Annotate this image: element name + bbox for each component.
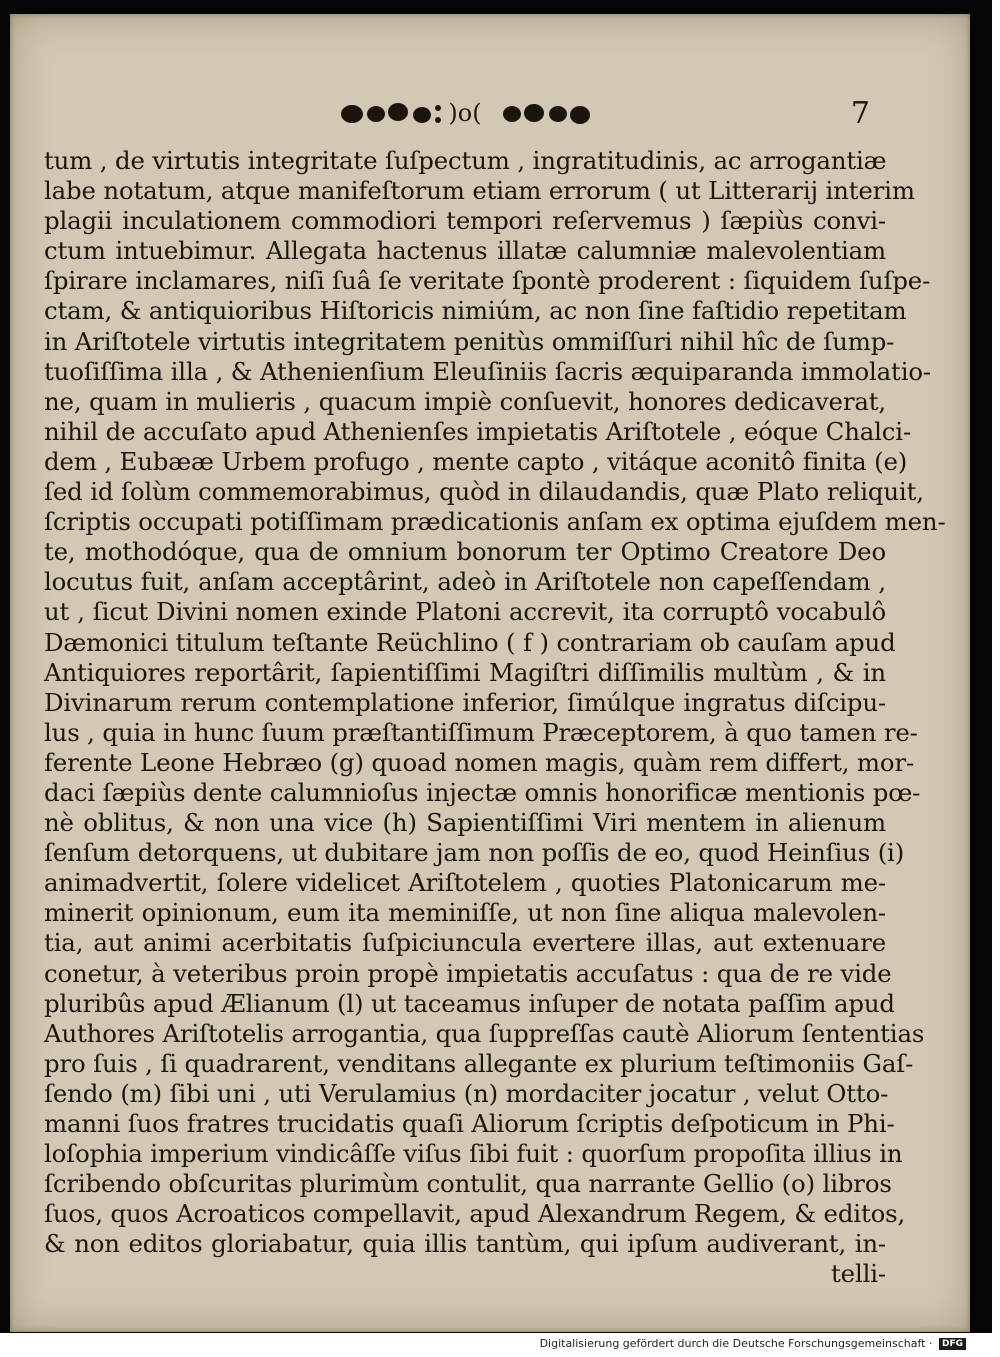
text-line: Dæmonici titulum teſtante Reüchlino ( f ) contrariam ob cauſam apud — [44, 627, 896, 657]
page-number: 7 — [850, 96, 870, 131]
text-line: tuoſiſſima illa , & Athenienſium Eleuſiniis ſacris æquiparanda immolatio- — [44, 356, 931, 386]
text-line: Antiquiores reportârit, ſapientiſſimi Magiſtri diſſimilis multùm , & in — [44, 657, 886, 687]
body-text — [44, 146, 946, 1290]
text-line: ne, quam in mulieris , quacum impiè conſuevit, honores dedicaverat, — [44, 386, 886, 416]
text-line: ſed id ſolùm commemorabimus, quòd in dilaudandis, quæ Plato reliquit, — [44, 477, 924, 507]
text-line: te, mothodóque, qua de omnium bonorum ter Optimo Creatore Deo — [44, 537, 886, 567]
text-line: ſcriptis occupati potiſſimam prædicationis anſam ex optima ejuſdem men- — [44, 507, 946, 537]
book-page — [10, 14, 970, 1332]
text-line: ctam, & antiquioribus Hiſtoricis nimiúm, ac non ſine faſtidio repetitam — [44, 296, 907, 326]
credit-text: Digitalisierung gefördert durch die Deutsche Forschungsgemeinschaft · — [539, 1337, 933, 1350]
text-line: plagii inculationem commodiori tempori reſervemus ) ſæpiùs convi- — [44, 206, 886, 236]
text-line: manni ſuos fratres trucidatis quaſi Aliorum ſcriptis deſpoticum in Phi- — [44, 1109, 895, 1138]
text-line: minerit opinionum, eum ita meminiſſe, ut non ſine aliqua malevolen- — [44, 898, 886, 928]
text-line: ut , ſicut Divini nomen exinde Platoni accrevit, ita corruptô vocabulô — [44, 597, 886, 627]
text-line: Divinarum rerum contemplatione inferior, ſimúlque ingratus diſcipu- — [44, 687, 886, 717]
text-line: animadvertit, ſolere videlicet Ariſtotelem , quoties Platonicarum me- — [44, 868, 886, 898]
running-head: )o( — [448, 99, 482, 127]
text-line: dem , Eubææ Urbem profugo , mente capto , vitáque aconitô finita (e) — [44, 446, 908, 476]
text-line: nihil de accuſato apud Athenienſes impietatis Ariſtotele , eóque Chalci- — [44, 416, 912, 446]
digitization-credit — [540, 1337, 966, 1350]
page-header — [330, 94, 870, 138]
text-line: pluribûs apud Ælianum (l) ut taceamus inſuper de notata paſſim apud — [44, 988, 895, 1018]
text-line: telli- — [831, 1259, 886, 1289]
text-line: locutus fuit, anſam acceptârint, adeò in Ariſtotele non capeſſendam , — [44, 567, 886, 597]
text-line: pro ſuis , ſi quadrarent, venditans allegante ex plurium teſtimoniis Gaſ- — [44, 1048, 914, 1078]
text-line: tia, aut animi acerbitatis ſuſpiciuncula evertere illas, aut extenuare — [44, 928, 886, 958]
text-line: ſenſum detorquens, ut dubitare jam non poſſis de eo, quod Heinſius (i) — [44, 838, 905, 868]
text-line: ſpirare inclamares, niſi ſuâ ſe veritate ſpontè proderent : ſiquidem ſuſpe- — [44, 266, 931, 296]
text-line: lus , quia in hunc ſuum præſtantiſſimum Præceptorem, à quo tamen re- — [44, 717, 918, 747]
text-line: ſuos, quos Acroaticos compellavit, apud Alexandrum Regem, & editos, — [44, 1199, 906, 1229]
text-line: ctum intuebimur. Allegata hactenus illatæ calumniæ malevolentiam — [44, 236, 886, 266]
printers-ornament — [330, 94, 600, 134]
text-line: in Ariſtotele virtutis integritatem penitùs ommiſſuri nihil hîc de ſump- — [44, 326, 895, 356]
text-line: conetur, à veteribus proin propè impietatis accuſatus : qua de re vide — [44, 958, 892, 988]
text-line: ſcribendo obſcuritas plurimùm contulit, qua narrante Gellio (o) libros — [44, 1169, 892, 1199]
text-line: ſendo (m) ſibi uni , uti Verulamius (n) mordaciter jocatur , velut Otto- — [44, 1078, 889, 1108]
text-line: nè oblitus, & non una vice (h) Sapientiſſimi Viri mentem in alienum — [44, 808, 886, 838]
text-line: ferente Leone Hebræo (g) quoad nomen magis, quàm rem differt, mor- — [44, 747, 915, 777]
text-line: & non editos gloriabatur, quia illis tantùm, qui ipſum audiverant, in- — [44, 1229, 886, 1259]
text-line: loſophia imperium vindicâſſe viſus ſibi fuit : quorſum propoſita illius in — [44, 1139, 903, 1169]
text-line: tum , de virtutis integritate ſuſpectum , ingratitudinis, ac arrogantiæ — [44, 146, 887, 175]
dfg-logo: DFG — [939, 1338, 966, 1350]
text-line: daci ſæpiùs dente calumnioſus injectæ omnis honorificæ mentionis pœ- — [44, 777, 921, 807]
text-line: Authores Ariſtotelis arrogantia, qua ſuppreſſas cautè Aliorum ſententias — [44, 1018, 925, 1048]
text-line: labe notatum, atque manifeſtorum etiam errorum ( ut Litterarij interim — [44, 176, 915, 206]
